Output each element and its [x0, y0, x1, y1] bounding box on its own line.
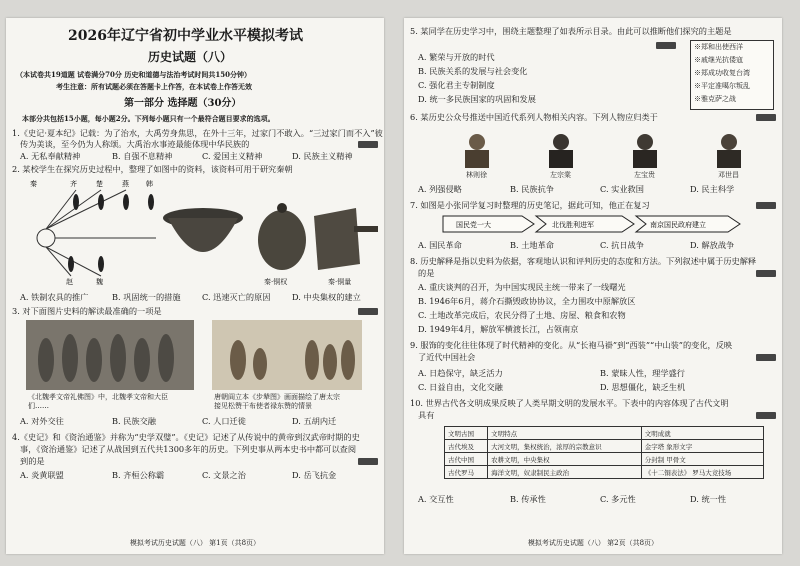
q9-option-a: A. 日趋保守，缺乏活力: [418, 368, 503, 378]
map-label-qi: 齐: [70, 180, 77, 188]
q7-arrow-1: 国民党一大: [456, 221, 491, 229]
q1-option-c: C. 爱国主义精神: [202, 151, 263, 161]
q3-caption-right-line1: 唐朝阎立本《步辇图》画面描绘了唐太宗: [214, 393, 340, 401]
answer-bracket: [656, 42, 676, 49]
q6-option-d: D. 民主科学: [690, 184, 735, 194]
q3-caption-left-line2: 们……: [28, 402, 49, 410]
q8-stem-line2: 的是: [418, 268, 435, 278]
q7-timeline-arrows: [442, 214, 742, 234]
q10-option-c: C. 多元性: [600, 494, 636, 504]
q9-option-b: B. 蒙昧人性，理学盛行: [600, 368, 685, 378]
q4-stem-line2: 事，《资治通鉴》记述了从战国到五代共1300多年的历史。下列史事从两本史书中都可以查阅: [20, 444, 357, 454]
table-cell: 大河文明，集权统治，浓厚的宗教意识: [488, 440, 642, 453]
q9-option-d: D. 思想僵化，缺乏生机: [600, 382, 686, 392]
q6-option-b: B. 民族抗争: [510, 184, 554, 194]
q8-option-d: D. 1949年4月，解放军横渡长江，占领南京: [418, 324, 579, 334]
q7-option-a: A. 国民革命: [418, 240, 462, 250]
bunian-painting-image: [212, 320, 362, 390]
exam-page-1: [6, 18, 384, 554]
q7-option-b: B. 土地革命: [510, 240, 554, 250]
q8-option-c: C. 土地改革完成后，农民分得了土地、房屋、粮食和农物: [418, 310, 626, 320]
q4-option-c: C. 文景之治: [202, 470, 246, 480]
table-cell: 农耕文明，中央集权: [488, 453, 642, 466]
q3-option-d: D. 五胡内迁: [292, 416, 337, 426]
q3-stem: 3. 对下面图片史料的解读最准确的一项是: [12, 306, 162, 316]
q1-stem-line1: 1.《史记·夏本纪》记载：为了治水，大禹劳身焦思，在外十三年，过家门不敢入。“三过家门而不入”彼: [12, 128, 383, 138]
map-label-chu: 楚: [96, 180, 103, 188]
table-header-cell: 文明成就: [641, 427, 763, 440]
exam-subtitle: 历史试题（八）: [148, 50, 233, 64]
table-cell: 金字塔 象形文字: [641, 440, 763, 453]
coin-unification-diagram: [16, 176, 166, 288]
q6-option-a: A. 列强侵略: [418, 184, 462, 194]
part-title: 第一部分 选择题（30分）: [124, 98, 242, 109]
q10-stem-line1: 10. 世界古代各文明成果反映了人类早期文明的发展水平。下表中的内容体现了古代文明: [410, 398, 729, 408]
q4-stem-line1: 4.《史记》和《资治通鉴》并称为“史学双璧”。《史记》记述了从传说中的黄帝到汉武帝时期的史: [12, 432, 360, 442]
q4-option-d: D. 岳飞抗金: [292, 470, 337, 480]
q7-arrow-3: 南京国民政府建立: [650, 221, 706, 229]
q3-caption-right-line2: 接见松赞干布使者禄东赞的情景: [214, 402, 312, 410]
q5-option-c: C. 强化君主专制制度: [418, 80, 495, 90]
q4-option-a: A. 炎黄联盟: [20, 470, 64, 480]
bronze-pot-image: [158, 196, 248, 276]
q6-stem: 6. 某历史公众号推送中国近代系列人物相关内容。下列人物应归类于: [410, 112, 658, 122]
q10-option-d: D. 统一性: [690, 494, 727, 504]
q2-option-d: D. 中央集权的建立: [292, 292, 361, 302]
exam-notice: 考生注意：所有试题必须在答题卡上作答，在本试卷上作答无效: [56, 82, 252, 91]
q7-option-c: C. 抗日战争: [600, 240, 644, 250]
answer-bracket: [756, 412, 776, 419]
q1-option-b: B. 自强不息精神: [112, 151, 173, 161]
portrait-caption-1: 林则徐: [466, 171, 487, 179]
table-header-row: [445, 427, 764, 440]
table-cell: 分封制 甲骨文: [641, 453, 763, 466]
table-header-cell: 文明特点: [488, 427, 642, 440]
q5-box-item-1: ※郑和出使西洋: [694, 43, 743, 51]
q3-option-b: B. 民族交融: [112, 416, 156, 426]
q5-stem: 5. 某同学在历史学习中，围绕主题整理了如表所示目录。由此可以推断他们探究的主题是: [410, 26, 732, 36]
portrait-caption-3: 左宝贵: [634, 171, 655, 179]
q9-stem-line2: 了近代中国社会: [418, 352, 476, 362]
q8-option-a: A. 重庆谈判的召开，为中国实现民主统一带来了一线曙光: [418, 282, 626, 292]
q1-stem-line2: 传为美谈，至今仍为人称颂。大禹治水事迹最能体现中华民族的: [20, 139, 250, 149]
map-label-wei: 魏: [96, 278, 103, 286]
q6-option-c: C. 实业救国: [600, 184, 644, 194]
exam-page-2: [404, 18, 782, 554]
buddha-worship-relief-image: [26, 320, 194, 390]
table-row: [445, 440, 764, 453]
q8-stem-line1: 8. 历史解释是指以史料为依据，客观地认识和评判历史的态度和方法。下列叙述中属于历史解释: [410, 256, 757, 266]
q3-option-c: C. 人口迁徙: [202, 416, 246, 426]
q7-arrow-2: 北伐胜利进军: [552, 221, 594, 229]
page-footer-2: 模拟考试历史试题（八） 第2页（共8页）: [527, 539, 659, 547]
portrait-zuo-zongtang-image: [544, 130, 578, 168]
portrait-caption-2: 左宗棠: [550, 171, 571, 179]
answer-bracket: [756, 202, 776, 209]
q3-option-a: A. 对外交往: [20, 416, 64, 426]
portrait-caption-4: 邓世昌: [718, 171, 739, 179]
map-label-yan: 燕: [122, 180, 129, 188]
q10-option-a: A. 交互性: [418, 494, 454, 504]
q8-option-b: B. 1946年6月，蒋介石撕毁政协协议，全力围攻中原解放区: [418, 296, 636, 306]
table-row: [445, 466, 764, 479]
map-label-zhao: 赵: [66, 278, 73, 286]
answer-bracket: [358, 308, 378, 315]
q2-option-b: B. 巩固统一的措施: [112, 292, 181, 302]
q4-option-b: B. 齐桓公称霸: [112, 470, 165, 480]
exam-info: （本试卷共19道题 试卷满分70分 历史和道德与法治考试时间共150分钟）: [16, 70, 251, 79]
q2-option-a: A. 铁制农具的推广: [20, 292, 89, 302]
part-intro: 本部分共包括15小题，每小题2分。下列每小题只有一个最符合题目要求的选项。: [22, 114, 275, 123]
portrait-deng-shichang-image: [712, 130, 746, 168]
q5-option-a: A. 繁荣与开放的时代: [418, 52, 495, 62]
q5-option-d: D. 统一多民族国家的巩固和发展: [418, 94, 536, 104]
portrait-lin-zexu-image: [460, 130, 494, 168]
q5-box-item-4: ※平定准噶尔叛乱: [694, 82, 750, 90]
q10-stem-line2: 具有: [418, 410, 435, 420]
answer-bracket: [358, 141, 378, 148]
portrait-zuo-baogui-image: [628, 130, 662, 168]
q7-stem: 7. 如图是小张同学复习时整理的历史笔记，据此可知，他正在复习: [410, 200, 650, 210]
q2-option-c: C. 迅速灭亡的原因: [202, 292, 271, 302]
qin-bronze-weight-image: [256, 194, 308, 276]
q5-topic-box: [690, 40, 774, 110]
answer-bracket: [756, 270, 776, 277]
page-footer-1: 模拟考试历史试题（八） 第1页（共8页）: [129, 539, 261, 547]
q5-box-item-3: ※郑成功收复台湾: [694, 69, 750, 77]
answer-bracket: [358, 458, 378, 465]
q5-box-item-5: ※雅克萨之战: [694, 95, 736, 103]
table-cell: 《十二铜表法》 罗马大竞技场: [641, 466, 763, 479]
caption-bronze-measure: 秦·铜量: [328, 278, 352, 286]
q5-option-b: B. 民族关系的发展与社会变化: [418, 66, 528, 76]
table-cell: 古代中国: [445, 453, 488, 466]
map-label-han: 韩: [146, 180, 153, 188]
q1-option-a: A. 无私奉献精神: [20, 151, 81, 161]
q3-caption-left-line1: 《北魏孝文帝礼佛图》中，北魏孝文帝和大臣: [28, 393, 168, 401]
q4-stem-line3: 到的是: [20, 456, 45, 466]
map-label-qin: 秦: [30, 180, 37, 188]
q9-option-c: C. 日益自由，文化交融: [418, 382, 503, 392]
caption-bronze-weight: 秦·铜权: [264, 278, 288, 286]
answer-bracket: [756, 114, 776, 121]
table-cell: 古代罗马: [445, 466, 488, 479]
table-cell: 古代埃及: [445, 440, 488, 453]
q1-option-d: D. 民族主义精神: [292, 151, 353, 161]
answer-bracket: [756, 354, 776, 361]
q2-stem: 2. 某校学生在探究历史过程中，整理了如图中的资料，该资料可用于研究秦朝: [12, 164, 293, 174]
exam-title: 2026年辽宁省初中学业水平模拟考试: [68, 28, 303, 44]
q7-option-d: D. 解放战争: [690, 240, 735, 250]
table-header-cell: 文明古国: [445, 427, 488, 440]
qin-bronze-measure-image: [310, 196, 380, 276]
civilization-table: [444, 426, 764, 479]
q9-stem-line1: 9. 服饰的变化往往体现了时代精神的变化。从“长袍马褂”到“西装”“中山装”的变化，反映: [410, 340, 733, 350]
q5-box-item-2: ※戚继光抗倭寇: [694, 56, 743, 64]
table-cell: 海洋文明，奴隶制民主政治: [488, 466, 642, 479]
q10-option-b: B. 传承性: [510, 494, 546, 504]
table-row: [445, 453, 764, 466]
